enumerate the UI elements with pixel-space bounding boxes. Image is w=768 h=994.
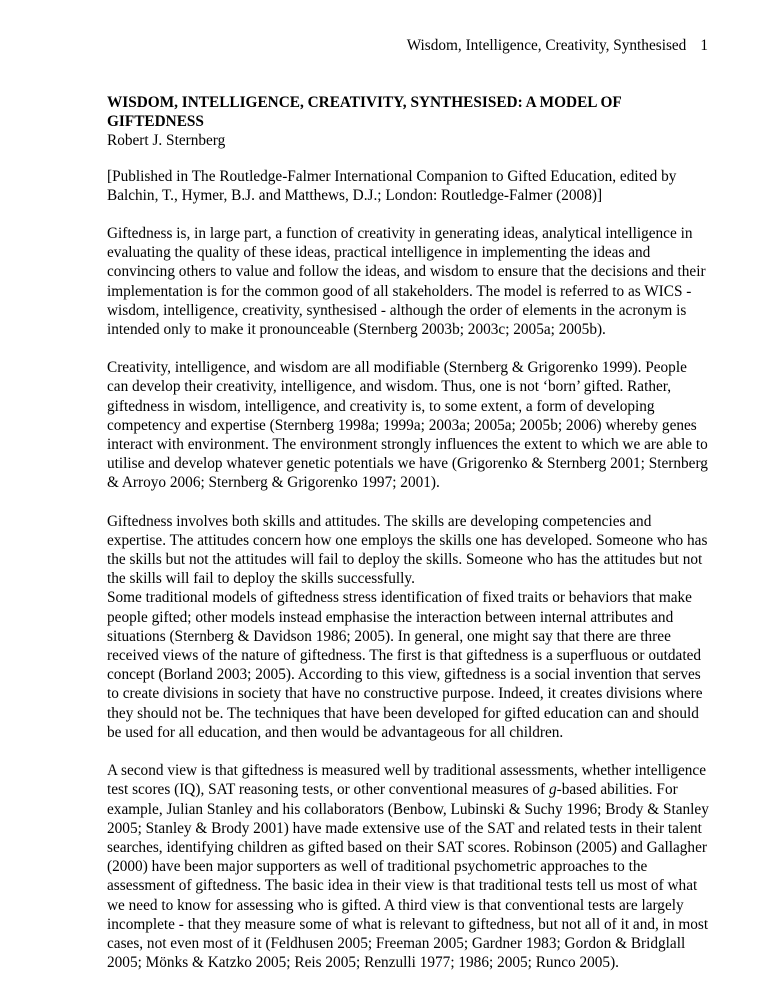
paragraph-1: Giftedness is, in large part, a function of creativity in generating ideas, analytical intelligence in evaluating the quality of these ideas, practical intelligence in implementing the ideas and convincing others to value and follow the ideas, and wisdom to ensure that the decisions and their implementation is for the common good of all stakeholders. The model is referred to as WICS - wisdom, intelligence, creativity, synthesised - although the order of elements in the acronym is intended only to make it pronounceable (Sternberg 2003b; 2003c; 2005a; 2005b). (107, 225, 706, 339)
document-body (107, 93, 710, 991)
author-name: Robert J. Sternberg (107, 132, 226, 150)
paragraph-5 (107, 761, 710, 972)
paragraph-3: Giftedness involves both skills and attitudes. The skills are developing competencies and expertise. The attitudes concern how one employs the skills one has developed. Someone who has the skills but not the attitudes will fail to deploy the skills. Someone who has the attitudes but not the skills will fail to deploy the skills successfully. (107, 512, 708, 588)
running-title: Wisdom, Intelligence, Creativity, Synthesised (406, 37, 687, 54)
paragraph-5-italic-g: g (548, 781, 557, 799)
document-title: WISDOM, INTELLIGENCE, CREATIVITY, SYNTHESISED: A MODEL OF GIFTEDNESS (107, 94, 622, 131)
paragraph-5-part-1: A second view is that giftedness is measured well by traditional assessments, whether intelligence test scores (IQ), SAT reasoning tests, or other conventional measures of (107, 762, 706, 799)
paragraph-5-part-2: -based abilities. For example, Julian Stanley and his collaborators (Benbow, Lubinski & Suchy 1996; Brody & Stanley 2005; Stanley & Brody 2001) have made extensive use of the SAT and related tests in their talent searches, identifying children as gifted based on their SAT scores. Robinson (2005) and Gallagher (2000) have been major supporters as well of traditional psychometric approaches to the assessment of giftedness. The basic idea in their view is that traditional tests tell us most of what we need to know for assessing who is gifted. A third view is that conventional tests are largely incomplete - that they measure some of what is relevant to giftedness, but not all of it and, in most cases, not even most of it (Feldhusen 2005; Freeman 2005; Gardner 1983; Gordon & Bridglall 2005; Mönks & Katzko 2005; Reis 2005; Renzulli 1977; 1986; 2005; Runco 2005). (107, 781, 709, 972)
page-number: 1 (700, 37, 708, 54)
running-header (407, 36, 708, 55)
publication-note: [Published in The Routledge-Falmer International Companion to Gifted Education, edited by Balchin, T., Hymer, B.J. and Matthews, D.J.; London: Routledge-Falmer (2008)] (107, 167, 677, 204)
paragraph-4: Some traditional models of giftedness stress identification of fixed traits or behaviors that make people gifted; other models instead emphasise the interaction between internal attributes and situations (Sternberg & Davidson 1986; 2005). In general, one might say that there are three received views of the nature of giftedness. The first is that giftedness is a superfluous or outdated concept (Borland 2003; 2005). According to this view, giftedness is a social invention that serves to create divisions in society that have no constructive purpose. Indeed, it creates divisions where they should not be. The techniques that have been developed for gifted education can and should be used for all education, and then would be advantageous for all children. (107, 589, 703, 741)
paragraph-2: Creativity, intelligence, and wisdom are all modifiable (Sternberg & Grigorenko 1999). People can develop their creativity, intelligence, and wisdom. Thus, one is not ‘born’ gifted. Rather, giftedness in wisdom, intelligence, and creativity is, to some extent, a form of developing competency and expertise (Sternberg 1998a; 1999a; 2003a; 2005a; 2005b; 2006) whereby genes interact with environment. The environment strongly influences the extent to which we are able to utilise and develop whatever genetic potentials we have (Grigorenko & Sternberg 2001; Sternberg & Arroyo 2006; Sternberg & Grigorenko 1997; 2001). (107, 359, 708, 492)
